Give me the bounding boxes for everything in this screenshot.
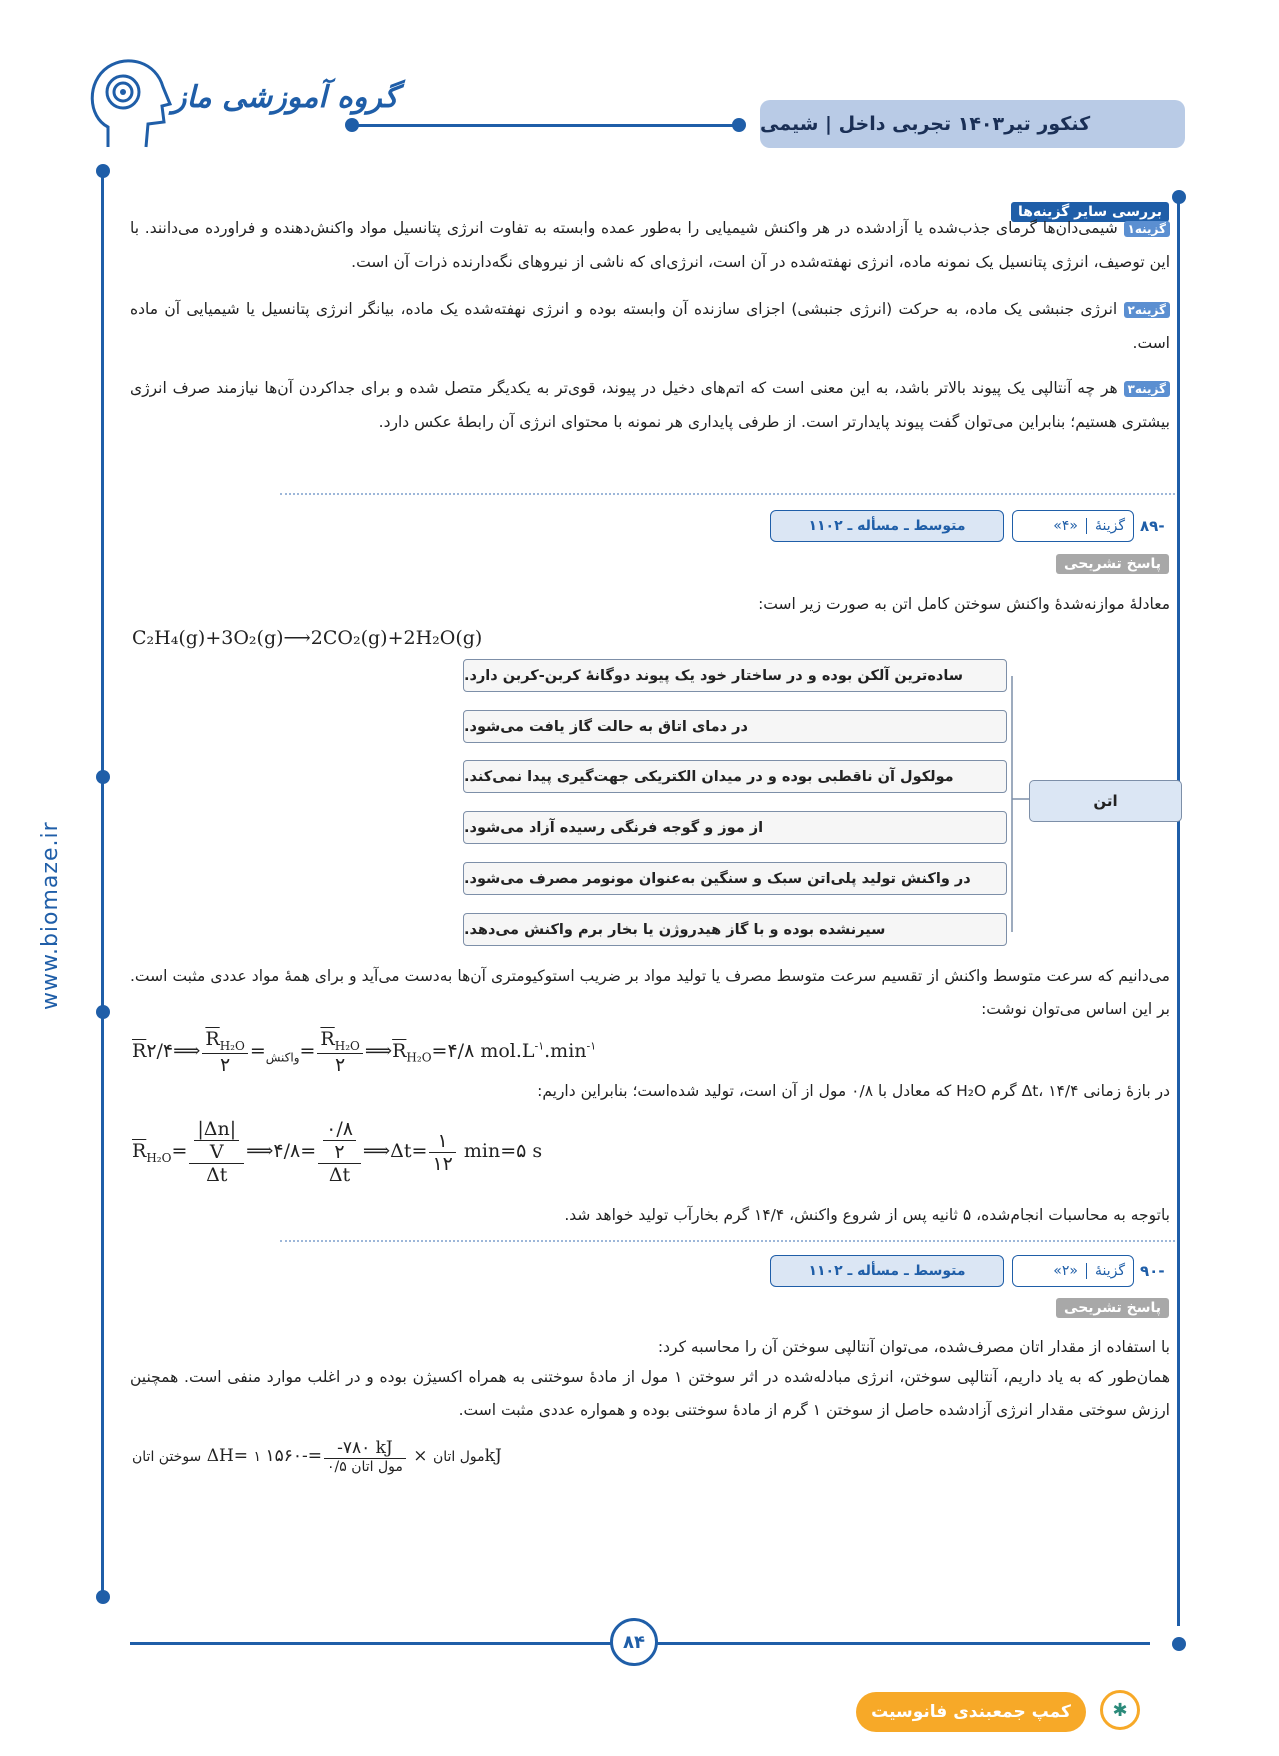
twelve: ۱۲ [432, 1152, 453, 1175]
h2o-sub: H₂O [406, 1050, 432, 1065]
fraction [324, 1438, 406, 1475]
dh: ΔH= [206, 1446, 249, 1466]
h2o-sub: H₂O [219, 1038, 245, 1053]
review-text [130, 372, 1170, 439]
review-heading: بررسی سایر گزینه‌ها [1011, 202, 1169, 222]
tail: min=۵ s [463, 1140, 543, 1162]
q90-para2: همان‌طور که به یاد داریم، آنتالپی سوختن، انرژی مبادله‌شده در اثر سوختن ۱ مول از مادهٔ سوختنی به همراه اکسیژن بوده و در اغلب موارد منفی است. همچنین ارزش سوختی مقدار انرژی آزادشده حاصل از سوختن ۱ گرم از مادهٔ سوختنی بوده و همواره عددی مثبت است. [130, 1368, 1171, 1419]
option-label: گزینهٔ [1094, 518, 1125, 534]
option-label: گزینهٔ [1094, 1263, 1125, 1279]
question-option [1012, 510, 1134, 542]
side-url: www.biomaze.ir [38, 821, 63, 1010]
time-equation: $\overline{R}_{H_2O}=$ $\frac{\frac{|\Delta n|}{V}}{\Delta t}$ ⟹۴/۸= $\frac{\frac{۰/۸}{۲}}{\Delta t}$ ⟹Δt= $\frac{۱}{۱۲}$ min=۵ s [132, 1118, 543, 1186]
page-title: کنکور تیر۱۴۰۳ تجربی داخل | شیمی [760, 100, 1185, 148]
frame-dot [732, 118, 746, 132]
frame-right-line [1177, 196, 1180, 1626]
val1: ۲/۴ [146, 1039, 174, 1062]
frame-dot [1172, 190, 1186, 204]
diagram-center: اتن [1029, 780, 1182, 822]
review-item [130, 372, 1170, 439]
times: × [413, 1446, 428, 1466]
fraction: $\frac{\overline{R}_{H_2O}}{۲}$ [317, 1028, 362, 1076]
q89-para1: می‌دانیم که سرعت متوسط واکنش از تقسیم سرعت متوسط مصرف یا تولید مواد بر ضریب استوکیومتری آن‌ها به‌دست می‌آید و برای همهٔ مواد عددی مثبت است. بر این اساس می‌توان نوشت: [130, 967, 1170, 1018]
q89-para2: در بازهٔ زمانی Δt، ۱۴/۴ گرم H₂O که معادل با ۰/۸ مول از آن است، تولید شده‌است؛ بنابراین داریم: [537, 1082, 1170, 1100]
footer-brand: کمپ جمعبندی فانوسیت [856, 1692, 1086, 1732]
frame-dot [96, 1005, 110, 1019]
page-number: ۸۴ [610, 1618, 658, 1666]
option-value: «۲» [1045, 1263, 1087, 1279]
review-text-3: هر چه آنتالپی یک پیوند بالاتر باشد، به این معنی است که اتم‌های دخیل در پیوند، قوی‌تر به یکدیگر متصل شده و برای جداکردن آن‌ها نیازمند صرف انرژی بیشتری هستیم؛ بنابراین می‌توان گفت پیوند پایدارتر است. از طرفی پایداری هر نمونه با محتوای انرژی آن رابطهٔ عکس دارد. [130, 379, 1170, 431]
head-logo-icon [78, 52, 178, 152]
logo-text: گروه آموزشی ماز [172, 80, 399, 115]
enthalpy-equation [132, 1438, 502, 1475]
dt: Δt [328, 1164, 351, 1186]
question-number: -۹۰ [1140, 1262, 1165, 1280]
fact-box: سیرنشده بوده و با گاز هیدروژن یا بخار برم واکنش می‌دهد. [463, 913, 1007, 946]
option-badge: گزینه۲ [1124, 302, 1170, 318]
lantern-icon: ✱ [1100, 1690, 1140, 1730]
frame-dot [96, 164, 110, 178]
answer-label: پاسخ تشریحی [1056, 1298, 1169, 1318]
fraction [429, 1130, 455, 1175]
q89-intro: معادلهٔ موازنه‌شدهٔ واکنش سوختن کامل اتن به صورت زیر است: [758, 595, 1170, 613]
r-bar: $\overline{R}$ [132, 1039, 147, 1062]
dt: Δt [206, 1164, 228, 1186]
review-item [130, 212, 1170, 279]
v: V [209, 1141, 224, 1163]
fact-box: در دمای اتاق به حالت گاز یافت می‌شود. [463, 710, 1007, 743]
rate-equation: $\overline{R}$ $_{واکنش}$= $\frac{\overline{R}_{H_2O}}{۲}$ ⟹۲/۴ = $\frac{\overline{R}_{H_2O}}{۲}$ $⟹\overline{R}_{H_2O}=۴/۸$ $mol.L^{-۱}.\min^{-۱}$ [132, 1028, 597, 1076]
fact-box: از موز و گوجه فرنگی رسیده آزاد می‌شود. [463, 811, 1007, 844]
question-number: -۸۹ [1140, 517, 1165, 535]
r-sub: واکنش [265, 1050, 300, 1065]
fact-box: مولکول آن ناقطبی بوده و در میدان الکتریکی جهت‌گیری پیدا نمی‌کند. [463, 760, 1007, 793]
separator [280, 493, 1175, 495]
frame-left-line [101, 170, 104, 1600]
eq-left: سوختن اتان [132, 1449, 202, 1465]
separator [280, 1240, 1175, 1242]
fact-box: ساده‌ترین آلکن بوده و در ساختار خود یک پیوند دوگانهٔ کربن-کربن دارد. [463, 659, 1007, 692]
review-text [130, 212, 1170, 279]
val: ۴/۸ [273, 1140, 301, 1162]
header-line [352, 124, 737, 127]
q90-para1: با استفاده از مقدار اتان مصرف‌شده، می‌توان آنتالپی سوختن آن را محاسبه کرد: [657, 1338, 1170, 1356]
frame-dot [96, 1590, 110, 1604]
two: ۲ [334, 1141, 345, 1163]
answer-label: پاسخ تشریحی [1056, 554, 1169, 574]
h2o-sub: H₂O [146, 1150, 172, 1165]
den: ۰/۵ مول اتان [326, 1459, 403, 1475]
h2o-sub: H₂O [334, 1038, 360, 1053]
frame-dot [1172, 1637, 1186, 1651]
option-badge: گزینه۱ [1124, 221, 1170, 237]
q89-para3: باتوجه به محاسبات انجام‌شده، ۵ ثانیه پس از شروع واکنش، ۱۴/۴ گرم بخارآب تولید خواهد شد. [564, 1206, 1170, 1224]
dn: |Δn| [194, 1118, 239, 1141]
review-text [130, 293, 1170, 360]
two: ۲ [335, 1053, 346, 1076]
fraction [189, 1118, 244, 1186]
option-value: «۴» [1045, 518, 1087, 534]
result: =-۱۵۶۰kJ [265, 1446, 502, 1466]
fraction [318, 1118, 361, 1186]
frame-dot [96, 770, 110, 784]
review-text-1: شیمی‌دان‌ها گرمای جذب‌شده یا آزادشده در هر واکنش شیمیایی را به‌طور عمده وابسته به تفاوت انرژی پتانسیل مواد واکنش‌دهنده و فراورده می‌دانند. با این توصیف، انرژی پتانسیل یک نمونه ماده، انرژی نهفته‌شده در آن است، انرژی‌ای که ناشی از نیروهای نگه‌دارنده ذرات آن است. [130, 219, 1170, 271]
review-item [130, 293, 1170, 360]
num: -۷۸۰ kJ [324, 1438, 406, 1459]
two: ۲ [219, 1053, 231, 1076]
review-text-2: انرژی جنبشی یک ماده، به حرکت (انرژی جنبشی) اجزای سازنده آن وابسته بوده و انرژی نهفته‌شده یک ماده، بیانگر انرژی پتانسیل یا شیمیایی آن ماده است. [130, 300, 1170, 352]
result: =۴/۸ mol.L [431, 1039, 535, 1062]
mol1: ۱ مول اتان [253, 1449, 485, 1465]
question-meta: متوسط ـ مسأله ـ ۱۱۰۲ [770, 510, 1004, 542]
option-badge: گزینه۳ [1124, 381, 1170, 397]
unit-tail: .min [544, 1039, 587, 1062]
combustion-equation: C₂H₄(g)+3O₂(g)⟶2CO₂(g)+2H₂O(g) [132, 627, 483, 649]
fraction: $\frac{\overline{R}_{H_2O}}{۲}$ [202, 1028, 247, 1076]
fact-box: در واکنش تولید پلی‌اتن سبک و سنگین به‌عنوان مونومر مصرف می‌شود. [463, 862, 1007, 895]
n08: ۰/۸ [323, 1118, 356, 1141]
question-option [1012, 1255, 1134, 1287]
question-meta: متوسط ـ مسأله ـ ۱۱۰۲ [770, 1255, 1004, 1287]
one: ۱ [429, 1130, 455, 1153]
